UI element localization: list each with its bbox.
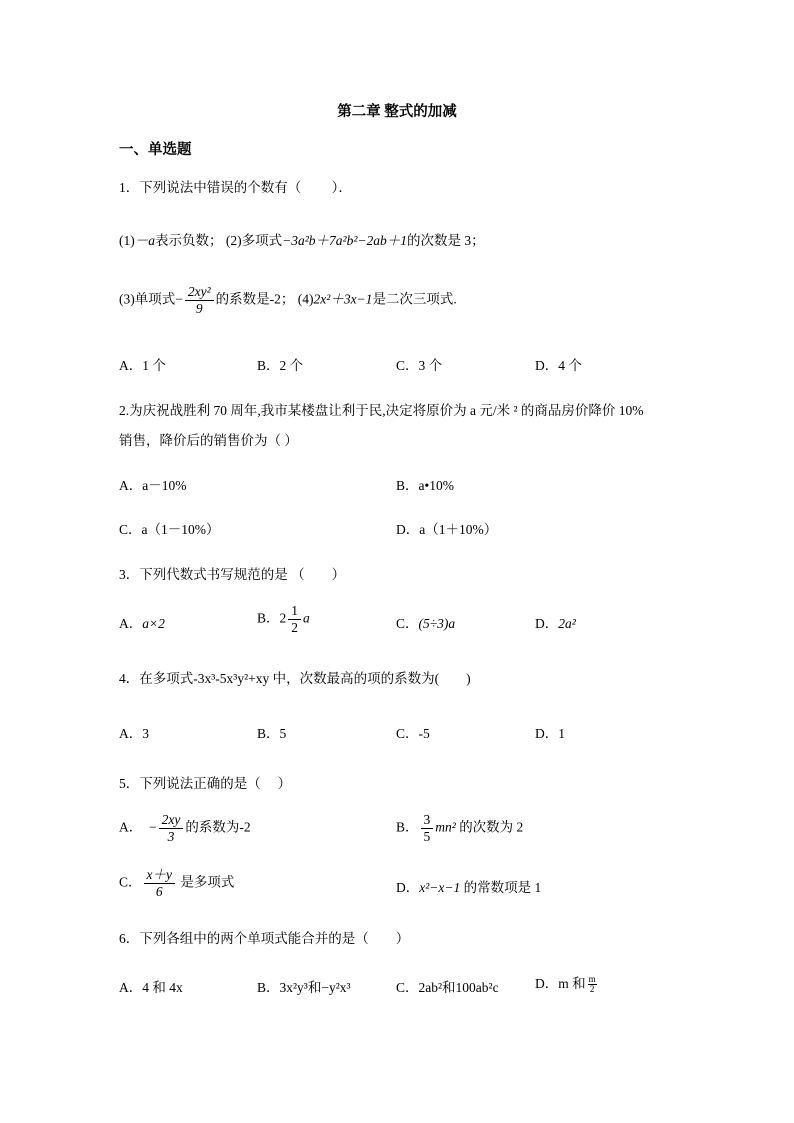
statement-4-text: 是二次三项式. <box>372 291 457 307</box>
question-1-option-d[interactable]: D．4 个 <box>535 358 582 373</box>
statement-3-minus: − <box>175 291 183 307</box>
mixed-number-whole: 2 <box>279 610 287 626</box>
fraction-numerator: m <box>588 974 596 985</box>
question-3-option-b[interactable] <box>257 603 310 636</box>
option-label: A． <box>119 819 143 835</box>
fraction-denominator: 2 <box>291 620 299 635</box>
fraction-denominator: 2 <box>589 984 595 995</box>
question-2-option-a[interactable]: A．a－10% <box>119 478 187 493</box>
fraction-denominator: 6 <box>155 884 163 899</box>
question-5-option-b[interactable] <box>396 812 523 845</box>
fraction-denominator: 9 <box>195 301 203 316</box>
option-text: 的系数为-2 <box>185 819 251 835</box>
fraction-denominator: 5 <box>423 829 431 844</box>
option-text: 的常数项是 1 <box>463 880 542 895</box>
question-1-option-a[interactable]: A．1 个 <box>119 358 166 373</box>
question-1-option-b[interactable]: B．2 个 <box>257 358 304 373</box>
statement-4-expr: 2x²＋3x−1 <box>313 291 373 307</box>
option-expr: 2a² <box>558 616 576 631</box>
option-label: A． <box>119 616 143 631</box>
question-6-option-a[interactable]: A．4 和 4x <box>119 980 183 995</box>
option-expr: a×2 <box>142 616 165 631</box>
statement-3-label: (3)单项式 <box>119 291 176 307</box>
question-3-stem: 3．下列代数式书写规范的是 （ ） <box>119 567 346 582</box>
question-6-option-c[interactable]: C．2ab²和100ab²c <box>396 980 499 995</box>
fraction-numerator: 3 <box>421 812 434 829</box>
question-2-stem-line-1: 2.为庆祝战胜利 70 周年,我市某楼盘让利于民,决定将原价为 a 元/米 ² 的商品房价降价 10% <box>119 403 644 418</box>
question-4-stem: 4．在多项式-3x³-5x³y²+xy 中，次数最高的项的系数为( ) <box>119 671 471 686</box>
question-3-option-c[interactable] <box>396 612 455 632</box>
statement-3-fraction <box>185 284 214 317</box>
fraction-numerator: 1 <box>288 603 301 620</box>
statement-2-label: (2)多项式 <box>225 233 283 248</box>
question-1-option-c[interactable]: C．3 个 <box>396 358 443 373</box>
option-variable: mn² <box>435 819 456 835</box>
option-fraction <box>159 812 184 845</box>
mixed-number-fraction <box>288 603 301 636</box>
option-label: D． <box>535 616 559 631</box>
option-fraction <box>588 975 597 994</box>
question-1-statement-1-2 <box>119 229 485 249</box>
option-label: C． <box>119 874 142 890</box>
question-6-option-d[interactable] <box>535 972 599 994</box>
fraction-numerator: 2xy² <box>185 284 214 301</box>
option-label: C． <box>396 616 419 631</box>
option-label: B． <box>396 819 419 835</box>
question-4-option-b[interactable]: B．5 <box>257 726 287 741</box>
question-3-option-a[interactable] <box>119 612 165 632</box>
option-expr: (5÷3)a <box>418 616 456 631</box>
document-title: 第二章 整式的加减 <box>337 104 457 120</box>
question-5-stem: 5．下列说法正确的是（ ） <box>119 776 292 791</box>
option-expr: x²−x−1 <box>419 880 461 895</box>
option-text: 是多项式 <box>180 874 235 890</box>
question-1-stem: 1．下列说法中错误的个数有（ ）． <box>119 180 352 195</box>
question-5-option-c[interactable] <box>119 867 234 900</box>
question-5-option-a[interactable] <box>119 812 251 845</box>
question-1-statement-3-4 <box>119 284 457 317</box>
question-3-option-d[interactable] <box>535 612 576 632</box>
question-2-option-b[interactable]: B．a•10% <box>396 478 454 493</box>
question-6-option-b[interactable]: B．3x²y³和−y²x³ <box>257 980 351 995</box>
option-label: B． <box>257 610 280 626</box>
question-2-stem-line-2: 销售，降价后的销售价为（ ） <box>119 433 298 448</box>
statement-1-expr: －a <box>134 233 155 248</box>
question-5-option-d[interactable] <box>396 876 541 896</box>
question-4-option-c[interactable]: C．-5 <box>396 726 430 741</box>
question-4-option-d[interactable]: D．1 <box>535 726 565 741</box>
question-2-option-d[interactable]: D．a（1＋10%） <box>396 522 498 537</box>
statement-1-label: (1) <box>119 233 135 248</box>
statement-1-text: 表示负数； <box>155 233 223 248</box>
question-4-option-a[interactable]: A．3 <box>119 726 149 741</box>
fraction-numerator: x＋y <box>144 867 175 884</box>
statement-3-text: 的系数是-2； <box>215 291 295 307</box>
option-fraction <box>144 867 175 900</box>
statement-2-expr: −3a²b＋7a²b²−2ab＋1 <box>282 233 407 248</box>
option-label: D． <box>396 880 420 895</box>
option-label: D．m 和 <box>535 976 586 991</box>
fraction-numerator: 2xy <box>159 812 184 829</box>
option-minus: − <box>149 819 157 835</box>
statement-4-label: (4) <box>297 291 314 307</box>
option-text: 的次数为 2 <box>459 819 524 835</box>
option-fraction <box>421 812 434 845</box>
section-heading: 一、单选题 <box>119 142 192 158</box>
fraction-denominator: 3 <box>167 829 175 844</box>
statement-2-text: 的次数是 3； <box>407 233 485 248</box>
question-6-stem: 6．下列各组中的两个单项式能合并的是（ ） <box>119 931 410 946</box>
question-2-option-c[interactable]: C．a（1－10%） <box>119 522 220 537</box>
option-variable: a <box>303 610 310 626</box>
